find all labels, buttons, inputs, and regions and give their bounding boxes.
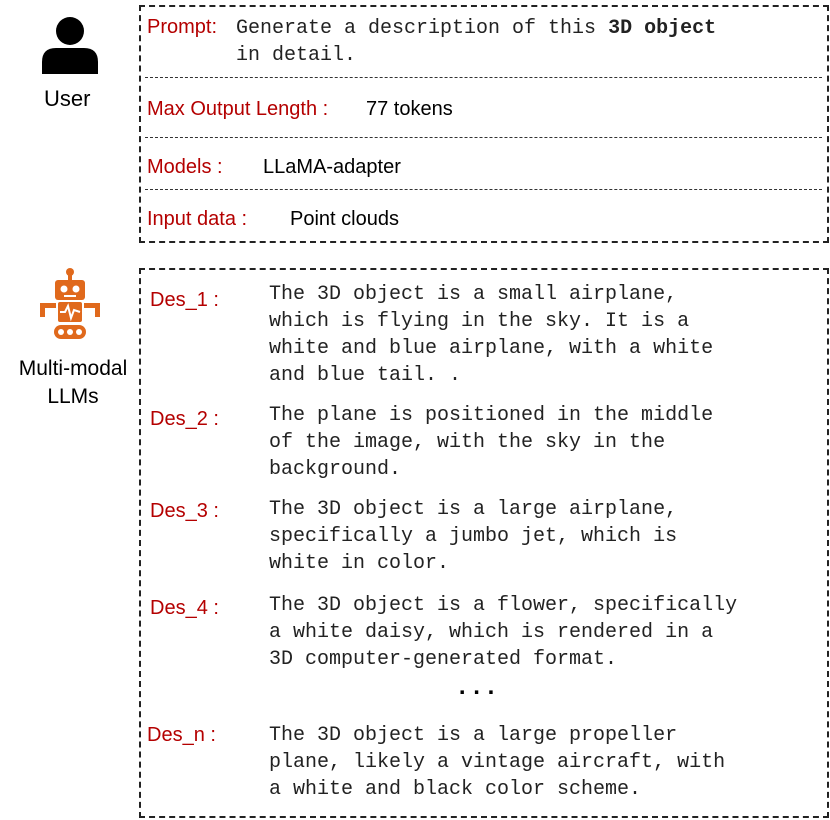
- prompt-text-pre: Generate a description of this: [236, 17, 609, 40]
- mllm-label-line2: LLMs: [47, 385, 99, 408]
- description-label: Des_3 :: [150, 500, 219, 522]
- divider: [145, 77, 822, 78]
- input-data-value: Point clouds: [290, 208, 399, 230]
- divider: [145, 137, 822, 138]
- robot-icon: [38, 267, 102, 343]
- description-text: The plane is positioned in the middle of the image, with the sky in the background.: [269, 404, 714, 481]
- description-text: The 3D object is a large propeller plane, likely a vintage aircraft, with a white and black color scheme.: [269, 724, 726, 801]
- models-value: LLaMA-adapter: [263, 156, 401, 178]
- mllm-label: [0, 355, 146, 411]
- mllm-label-line1: Multi-modal: [18, 357, 128, 380]
- divider: [145, 189, 822, 190]
- description-text: The 3D object is a flower, specifically a white daisy, which is rendered in a 3D computer-generated format.: [269, 594, 738, 671]
- prompt-text-bold: 3D object: [608, 17, 717, 40]
- ellipsis: ...: [455, 675, 499, 702]
- max-length-label: Max Output Length :: [147, 98, 329, 120]
- description-label: Des_2 :: [150, 408, 219, 430]
- input-data-label: Input data :: [147, 208, 248, 230]
- description-text: The 3D object is a small airplane, which is flying in the sky. It is a white and blue airplane, with a white and blue tail. .: [269, 283, 714, 387]
- user-icon: [40, 14, 100, 74]
- max-length-value: 77 tokens: [366, 98, 453, 120]
- description-label: Des_4 :: [150, 597, 219, 619]
- prompt-text: [236, 15, 716, 69]
- user-label: User: [44, 86, 91, 111]
- description-label: Des_1 :: [150, 289, 219, 311]
- prompt-text-line2: in detail.: [236, 44, 357, 67]
- prompt-label: Prompt:: [147, 16, 218, 38]
- description-label: Des_n :: [147, 724, 216, 746]
- description-text: The 3D object is a large airplane, specifically a jumbo jet, which is white in color.: [269, 498, 678, 575]
- models-label: Models :: [147, 156, 223, 178]
